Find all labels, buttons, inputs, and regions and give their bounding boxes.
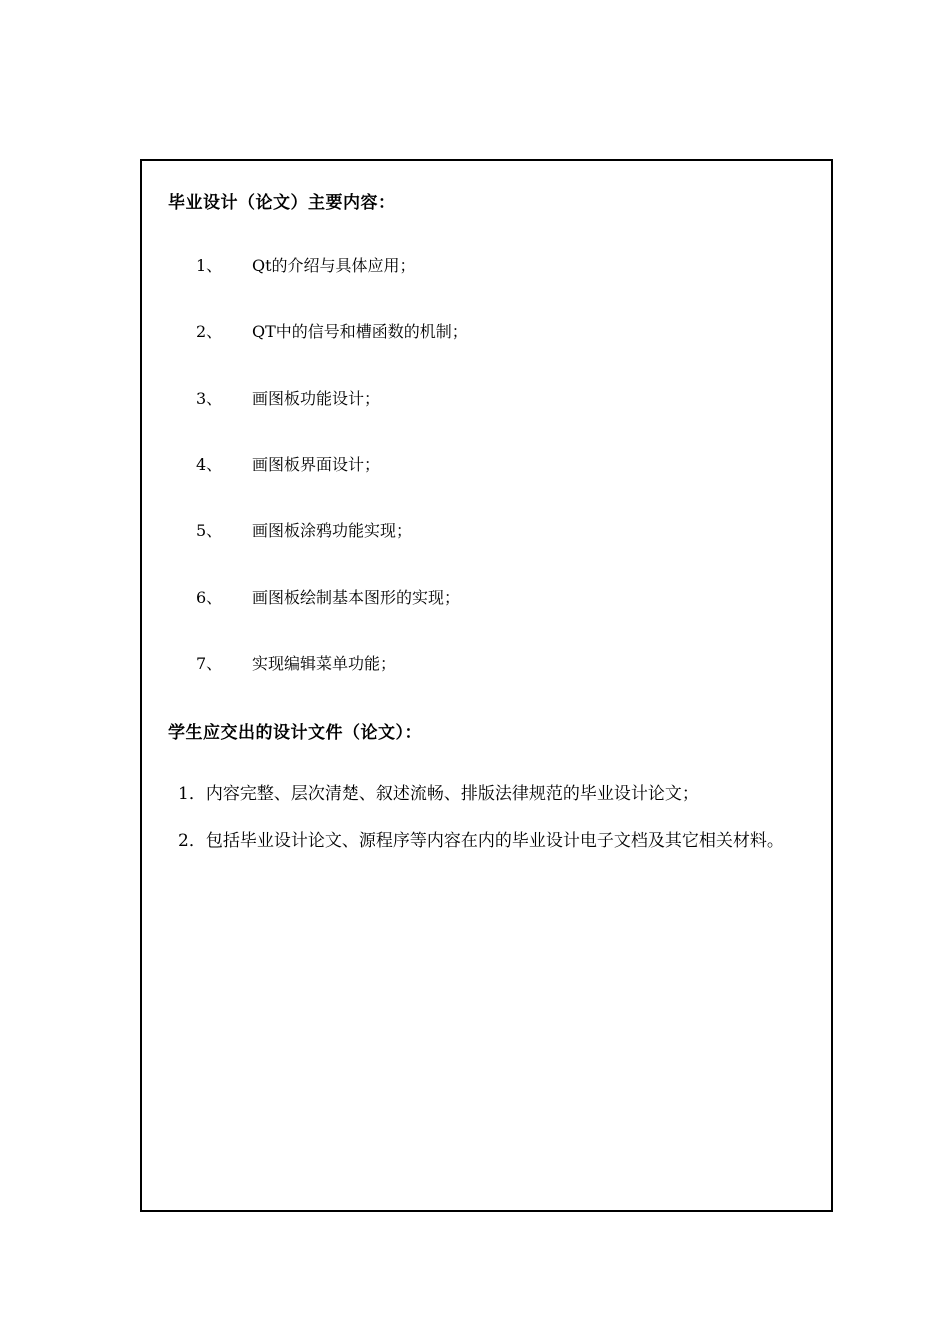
content-box: [140, 159, 833, 1212]
item-number: 7、: [196, 654, 223, 673]
item-text: 画图板功能设计；: [252, 389, 381, 408]
item-number: 4、: [196, 455, 223, 474]
item-number: 1、: [196, 256, 223, 275]
item-number: 3、: [196, 389, 223, 408]
item-text: Qt的介绍与具体应用；: [252, 256, 416, 275]
deliverables-heading: 学生应交出的设计文件（论文）：: [168, 723, 422, 743]
item-number: 5、: [196, 521, 223, 540]
item-text: 实现编辑菜单功能；: [252, 654, 397, 673]
deliverable-item: 1．内容完整、层次清楚、叙述流畅、排版法律规范的毕业设计论文；: [178, 784, 699, 804]
deliverable-item: 2．包括毕业设计论文、源程序等内容在内的毕业设计电子文档及其它相关材料。: [178, 831, 784, 851]
item-text: 画图板界面设计；: [252, 455, 381, 474]
item-text: 画图板涂鸦功能实现；: [252, 521, 413, 540]
main-content-heading: 毕业设计（论文）主要内容：: [168, 193, 396, 213]
item-text: QT中的信号和槽函数的机制；: [252, 322, 468, 341]
item-number: 6、: [196, 588, 223, 607]
item-number: 2、: [196, 322, 223, 341]
item-text: 画图板绘制基本图形的实现；: [252, 588, 461, 607]
